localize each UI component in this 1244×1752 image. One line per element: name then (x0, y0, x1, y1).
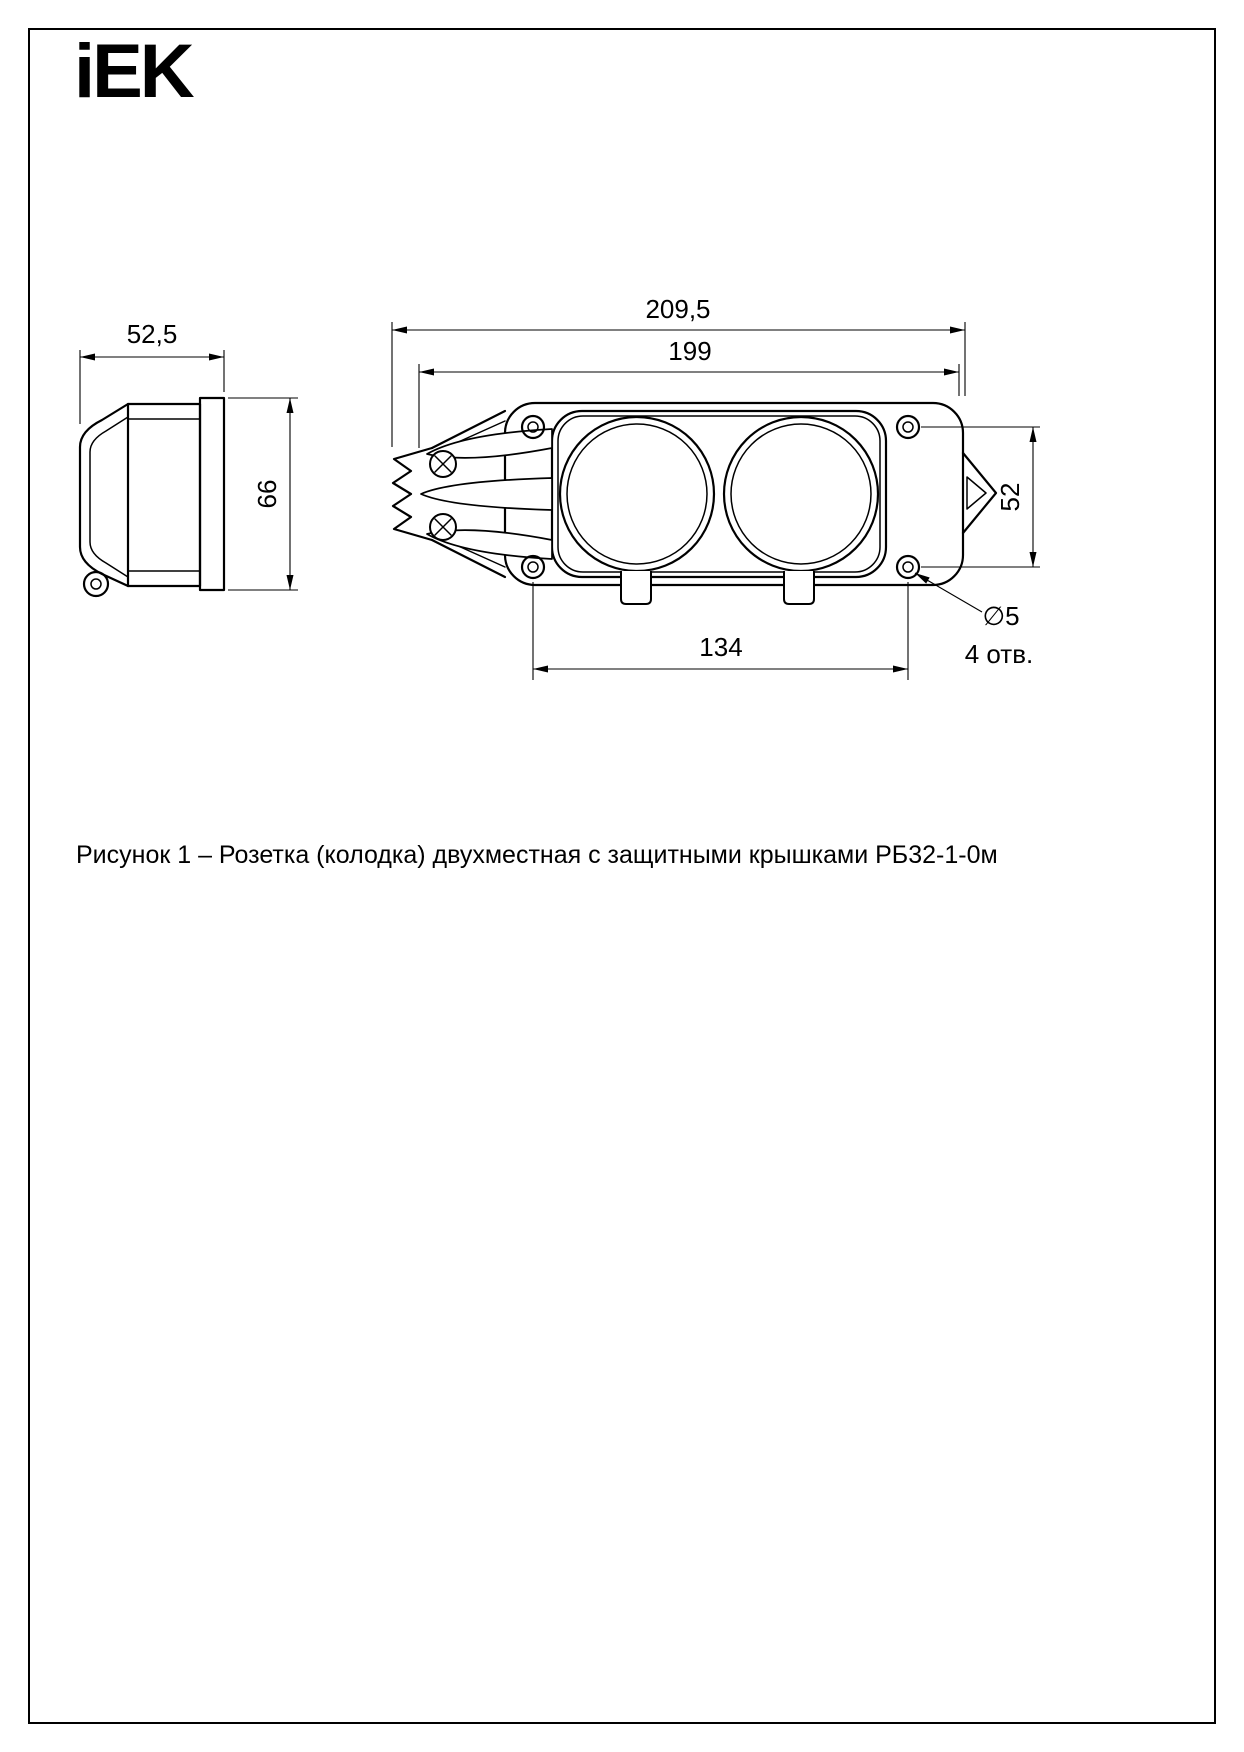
hole-leader-line (915, 573, 982, 612)
front-view (393, 403, 996, 604)
hanging-tab-hole (967, 477, 986, 509)
dim-hole-count-label: 4 отв. (964, 639, 1034, 669)
face-contour-outer (552, 411, 886, 577)
front-base-plate (505, 403, 963, 585)
side-latch-ring (84, 572, 108, 596)
dim-hole-spacing-v-label: 52 (995, 482, 1025, 512)
socket-lid-left (560, 417, 714, 571)
hanging-tab (963, 453, 996, 533)
screw-top (430, 451, 456, 477)
side-base-plate (200, 398, 224, 590)
socket-lid-right (724, 417, 878, 571)
dim-depth-label: 52,5 (126, 319, 178, 349)
screw-bottom (430, 514, 456, 540)
side-housing (128, 404, 200, 586)
side-view (80, 398, 224, 596)
lid-tab-left (621, 571, 651, 604)
lid-tab-right (784, 571, 814, 604)
dim-hole-spacing-h-label: 134 (699, 632, 743, 662)
iek-logo: iEK (74, 29, 192, 114)
figure-caption: Рисунок 1 – Розетка (колодка) двухместная с защитными крышками РБ32-1-0м (76, 841, 998, 869)
dim-body-width-label: 199 (668, 336, 712, 366)
dim-overall-width-label: 209,5 (645, 294, 711, 324)
face-contour-inner (558, 416, 880, 572)
dim-hole-diameter-label: ∅5 (982, 601, 1020, 631)
rib-leaf-middle (421, 478, 552, 510)
dim-height-label: 66 (252, 479, 282, 509)
